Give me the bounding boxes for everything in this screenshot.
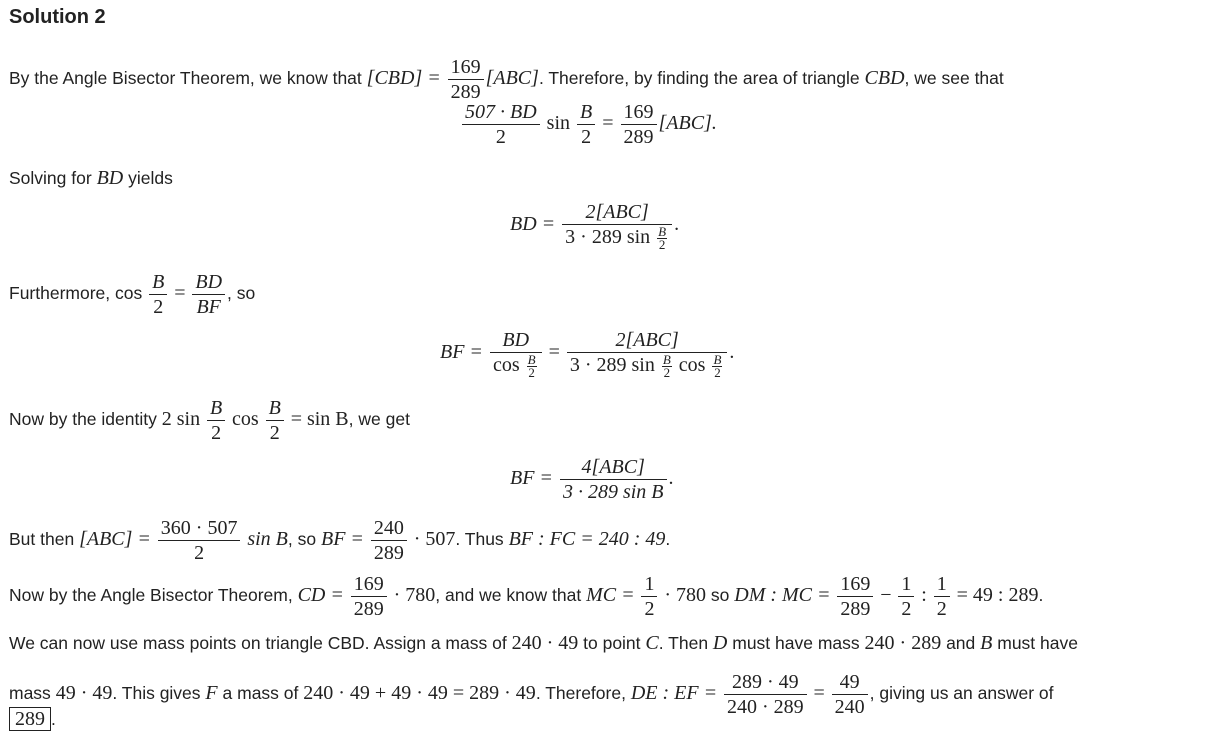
paragraph-but-then: But then [ABC] = $\frac{360 \cdot 507}{2}$ sin B, so BF = $\frac{240}{289}$ · 507. Thus BF : FC = 240 : 49. xyxy=(9,517,671,564)
paragraph-angle-bisector: By the Angle Bisector Theorem, we know that [CBD] = $\frac{169}{289}$ [ABC]. Therefore, by finding the area of triangle CBD, we see that xyxy=(9,56,1004,103)
equation-bd: BD = 2[ABC] 3 · 289 sin $\frac{B}{2}$ . xyxy=(510,201,680,252)
equation-area-cbd: $\frac{507 \cdot BD}{2}$ sin $\frac{B}{2}$ = $\frac{169}{289}$ [ABC]. xyxy=(460,100,717,149)
boxed-answer: 289 xyxy=(9,707,51,731)
solution-heading: Solution 2 xyxy=(9,6,106,28)
equation-bf-sinb: BF = $\frac{\text{4[ABC]}}{\text{3 · 289 sin B}}$ . xyxy=(510,456,674,503)
equation-bf-cos: BF = BD cos $\frac{B}{2}$ = 2[ABC] 3 · 289 sin $\frac{B}{2}$ cos $\frac{B}{2}$ . xyxy=(440,329,735,380)
paragraph-mass-result: mass 49 · 49. This gives F a mass of 240 · 49 + 49 · 49 = 289 · 49. Therefore, DE : EF = $\frac{289 \cdot 49}{240 \cdot 289}$ = $\frac{49}{240}$ , giving us an answer of xyxy=(9,671,1054,718)
paragraph-furthermore: Furthermore, cos $\frac{B}{2}$ = $\frac{BD}{BF}$ , so xyxy=(9,271,256,318)
answer-line: 289 . xyxy=(9,707,56,731)
paragraph-dm-mc: Now by the Angle Bisector Theorem, CD = $\frac{169}{289}$ · 780, and we know that MC = $\frac{1}{2}$ · 780 so DM : MC = $\frac{169}{289}$ − $\frac{1}{2}$ : $\frac{1}{2}$ = 49 : 289. xyxy=(9,573,1044,620)
paragraph-mass-points: We can now use mass points on triangle CBD. Assign a mass of 240 · 49 to point C. Then D must have mass 240 · 289 and B must have xyxy=(9,632,1078,654)
paragraph-solving-bd: Solving for BD yields xyxy=(9,167,173,189)
paragraph-identity: Now by the identity 2 sin $\frac{B}{2}$ cos $\frac{B}{2}$ = sin B, we get xyxy=(9,397,410,444)
